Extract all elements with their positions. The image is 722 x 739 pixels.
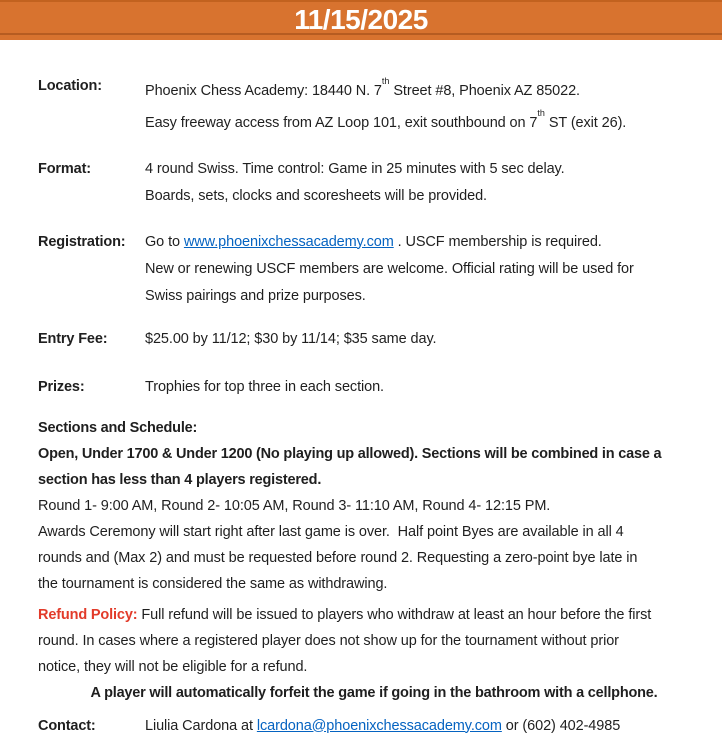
info-row-contact [38, 713, 710, 739]
location-label: Location: [38, 78, 102, 94]
refund-policy-label: Refund Policy: [38, 606, 138, 623]
refund-line-2: round. In cases where a registered player does not show up for the tournament without prior [38, 632, 619, 649]
registration-label: Registration: [38, 233, 126, 250]
academy-website-link[interactable]: www.phoenixchessacademy.com [183, 233, 394, 250]
tournament-date: 11/15/2025 [294, 4, 428, 35]
prizes-value: Trophies for top three in each section. [145, 378, 384, 395]
contact-name-text: Liulia Cardona at [145, 717, 257, 734]
info-row-entry-fee [38, 326, 710, 353]
entry-fee-label: Entry Fee: [38, 330, 108, 347]
location-line1-superscript: th [381, 76, 390, 86]
awards-byes-line-1: Awards Ceremony will start right after last game is over. Half point Byes are available in all 4 [38, 523, 624, 540]
location-line-2 [145, 105, 710, 137]
contact-email-link[interactable]: lcardona@phoenixchessacademy.com [256, 717, 502, 734]
cellphone-forfeit-notice: A player will automatically forfeit the game if going in the bathroom with a cellphone. [90, 684, 658, 701]
format-value [145, 156, 710, 210]
info-row-prizes [38, 374, 710, 401]
sections-bold-line-2: section has less than 4 players registered. [38, 471, 322, 488]
awards-byes-line-3: the tournament is considered the same as withdrawing. [38, 575, 388, 592]
registration-line-1 [145, 229, 710, 256]
info-row-location [38, 73, 710, 137]
format-label: Format: [38, 160, 91, 177]
location-line-1 [145, 73, 710, 105]
registration-line1-rest: . USCF membership is required. [393, 233, 602, 250]
refund-line1-text: Full refund will be issued to players who withdraw at least an hour before the first [137, 606, 652, 623]
refund-line-3: notice, they will not be eligible for a refund. [38, 658, 308, 675]
registration-line-2: New or renewing USCF members are welcome. Official rating will be used for [145, 260, 634, 277]
entry-fee-value: $25.00 by 11/12; $30 by 11/14; $35 same day. [145, 330, 437, 347]
location-line1-text: Phoenix Chess Academy: 18440 N. 7 [145, 82, 382, 99]
info-row-format [38, 156, 710, 210]
date-banner [0, 0, 722, 40]
format-line-2: Boards, sets, clocks and scoresheets will be provided. [145, 187, 487, 204]
round-times-line: Round 1- 9:00 AM, Round 2- 10:05 AM, Round 3- 11:10 AM, Round 4- 12:15 PM. [38, 497, 551, 514]
sections-bold-line-1: Open, Under 1700 & Under 1200 (No playing up allowed). Sections will be combined in case a [38, 445, 662, 462]
registration-value [145, 229, 710, 310]
location-value [145, 73, 710, 137]
sections-schedule-block [38, 415, 710, 597]
registration-line1-text: Go to [145, 233, 184, 250]
contact-phone-text: or (602) 402-4985 [501, 717, 621, 734]
location-line2-rest: ST (exit 26). [544, 114, 627, 131]
awards-byes-line-2: rounds and (Max 2) and must be requested before round 2. Requesting a zero-point bye late in [38, 549, 638, 566]
info-row-registration [38, 229, 710, 310]
location-line1-rest: Street #8, Phoenix AZ 85022. [389, 82, 580, 99]
flyer-body [0, 40, 722, 739]
location-line2-superscript: th [537, 107, 545, 118]
sections-schedule-heading: Sections and Schedule: [38, 419, 198, 436]
prizes-label: Prizes: [38, 378, 85, 395]
refund-line-1 [38, 602, 710, 628]
registration-line-3: Swiss pairings and prize purposes. [145, 287, 366, 304]
format-line-1: 4 round Swiss. Time control: Game in 25 minutes with 5 sec delay. [145, 160, 565, 177]
contact-label: Contact: [38, 717, 96, 734]
contact-value [145, 713, 710, 739]
refund-policy-block [38, 602, 710, 680]
location-line2-text: Easy freeway access from AZ Loop 101, exit southbound on 7 [145, 114, 538, 131]
